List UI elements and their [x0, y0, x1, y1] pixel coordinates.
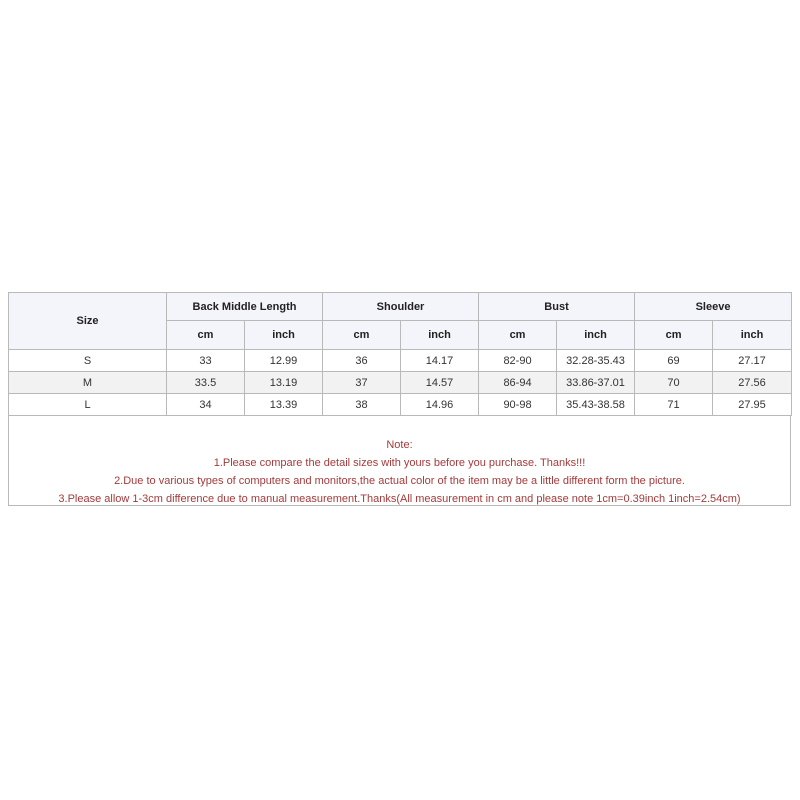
- size-chart: [8, 292, 791, 506]
- note-line: 3.Please allow 1-3cm difference due to manual measurement.Thanks(All measurement in cm and please note 1cm=0.39inch 1inch=2.54cm): [58, 493, 741, 505]
- unit-header: inch: [713, 321, 792, 350]
- table-row: [9, 350, 792, 372]
- size-cell: L: [9, 394, 167, 416]
- table-cell: 13.39: [245, 394, 323, 416]
- table-cell: 33.86-37.01: [557, 372, 635, 394]
- table-cell: 14.57: [401, 372, 479, 394]
- table-cell: 38: [323, 394, 401, 416]
- table-cell: 35.43-38.58: [557, 394, 635, 416]
- table-cell: 86-94: [479, 372, 557, 394]
- group-header-bust: Bust: [479, 293, 635, 321]
- table-row: [9, 394, 792, 416]
- table-cell: 69: [635, 350, 713, 372]
- size-header: Size: [9, 293, 167, 350]
- table-cell: 12.99: [245, 350, 323, 372]
- table-cell: 27.95: [713, 394, 792, 416]
- group-header-shoulder: Shoulder: [323, 293, 479, 321]
- table-cell: 27.17: [713, 350, 792, 372]
- table-cell: 36: [323, 350, 401, 372]
- table-cell: 37: [323, 372, 401, 394]
- group-header-back-middle-length: Back Middle Length: [167, 293, 323, 321]
- note-title: Note:: [386, 439, 413, 451]
- size-cell: M: [9, 372, 167, 394]
- table-cell: 14.17: [401, 350, 479, 372]
- note-line: 2.Due to various types of computers and monitors,the actual color of the item may be a little different form the picture.: [114, 475, 685, 487]
- table-cell: 27.56: [713, 372, 792, 394]
- unit-header: inch: [401, 321, 479, 350]
- table-cell: 71: [635, 394, 713, 416]
- unit-header: cm: [167, 321, 245, 350]
- unit-header: inch: [245, 321, 323, 350]
- table-row: [9, 372, 792, 394]
- table-cell: 70: [635, 372, 713, 394]
- note-line: 1.Please compare the detail sizes with yours before you purchase. Thanks!!!: [213, 457, 586, 469]
- unit-header: inch: [557, 321, 635, 350]
- unit-header: cm: [323, 321, 401, 350]
- group-header-sleeve: Sleeve: [635, 293, 792, 321]
- table-cell: 34: [167, 394, 245, 416]
- table-cell: 33: [167, 350, 245, 372]
- table-cell: 32.28-35.43: [557, 350, 635, 372]
- table-cell: 90-98: [479, 394, 557, 416]
- notes-panel: [8, 416, 791, 506]
- header-group-row: [9, 293, 792, 321]
- table-cell: 33.5: [167, 372, 245, 394]
- table-cell: 82-90: [479, 350, 557, 372]
- size-table: [8, 292, 792, 416]
- size-cell: S: [9, 350, 167, 372]
- table-cell: 13.19: [245, 372, 323, 394]
- unit-header: cm: [635, 321, 713, 350]
- unit-header: cm: [479, 321, 557, 350]
- table-cell: 14.96: [401, 394, 479, 416]
